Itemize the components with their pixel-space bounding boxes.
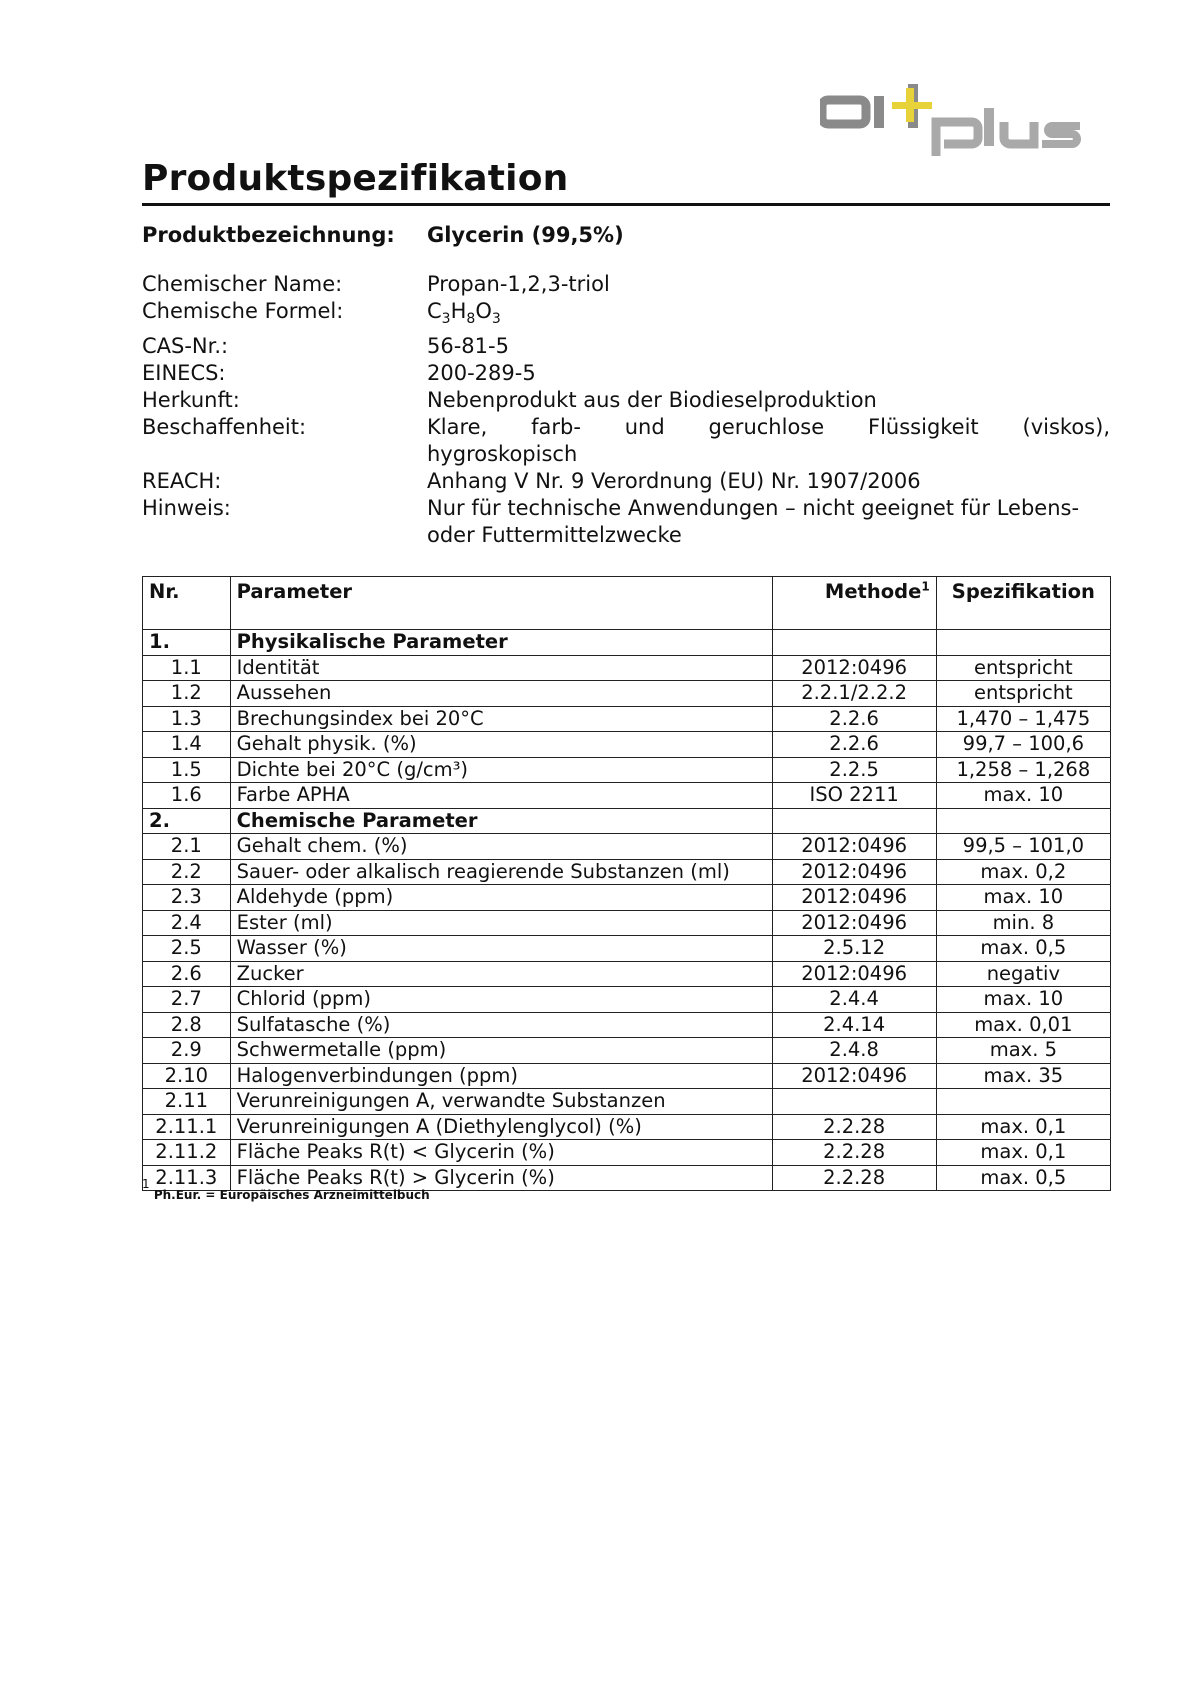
cell-nr: 2. xyxy=(143,808,231,834)
cell-methode xyxy=(772,630,936,656)
cell-methode: 2.2.28 xyxy=(772,1114,936,1140)
cell-nr: 2.11 xyxy=(143,1089,231,1115)
table-row xyxy=(143,706,1111,732)
cell-nr: 2.7 xyxy=(143,987,231,1013)
cell-nr: 1.2 xyxy=(143,681,231,707)
cell-methode: 2012:0496 xyxy=(772,961,936,987)
product-name-row xyxy=(142,222,1110,249)
cell-nr: 2.6 xyxy=(143,961,231,987)
page-title: Produktspezifikation xyxy=(142,158,569,199)
header-parameter: Parameter xyxy=(230,577,772,630)
cell-nr: 2.11.1 xyxy=(143,1114,231,1140)
table-row xyxy=(143,859,1111,885)
table-row xyxy=(143,1038,1111,1064)
cell-parameter: Gehalt physik. (%) xyxy=(230,732,772,758)
table-row xyxy=(143,1063,1111,1089)
cell-spezifikation: max. 35 xyxy=(936,1063,1110,1089)
cell-spezifikation: negativ xyxy=(936,961,1110,987)
cell-methode: ISO 2211 xyxy=(772,783,936,809)
cell-parameter: Sulfatasche (%) xyxy=(230,1012,772,1038)
cell-spezifikation: max. 0,5 xyxy=(936,1165,1110,1191)
table-row xyxy=(143,655,1111,681)
cell-spezifikation: max. 5 xyxy=(936,1038,1110,1064)
cell-nr: 2.8 xyxy=(143,1012,231,1038)
table-row xyxy=(143,1165,1111,1191)
detail-row xyxy=(142,495,1110,522)
table-row xyxy=(143,1114,1111,1140)
cell-spezifikation: max. 0,01 xyxy=(936,1012,1110,1038)
table-section-row xyxy=(143,630,1111,656)
table-row xyxy=(143,987,1111,1013)
cell-nr: 1.3 xyxy=(143,706,231,732)
detail-label: REACH: xyxy=(142,469,222,494)
cell-parameter: Wasser (%) xyxy=(230,936,772,962)
cell-methode: 2012:0496 xyxy=(772,834,936,860)
cell-spezifikation: max. 0,2 xyxy=(936,859,1110,885)
cell-spezifikation: entspricht xyxy=(936,681,1110,707)
table-section-row xyxy=(143,808,1111,834)
cell-parameter: Chlorid (ppm) xyxy=(230,987,772,1013)
cell-methode: 2012:0496 xyxy=(772,655,936,681)
cell-parameter: Halogenverbindungen (ppm) xyxy=(230,1063,772,1089)
cell-spezifikation: max. 0,1 xyxy=(936,1114,1110,1140)
cell-spezifikation: max. 0,5 xyxy=(936,936,1110,962)
cell-spezifikation: 1,258 – 1,268 xyxy=(936,757,1110,783)
detail-value: 56-81-5 xyxy=(427,334,509,359)
cell-spezifikation xyxy=(936,808,1110,834)
cell-parameter: Farbe APHA xyxy=(230,783,772,809)
cell-parameter: Chemische Parameter xyxy=(230,808,772,834)
detail-label: Chemischer Name: xyxy=(142,272,343,296)
cell-methode: 2.2.28 xyxy=(772,1165,936,1191)
cell-spezifikation: min. 8 xyxy=(936,910,1110,936)
cell-nr: 2.11.2 xyxy=(143,1140,231,1166)
cell-nr: 2.9 xyxy=(143,1038,231,1064)
table-row xyxy=(143,910,1111,936)
beschaffenheit-row-2 xyxy=(142,441,1110,468)
cell-nr: 2.10 xyxy=(143,1063,231,1089)
header-methode: Methode$^1$ xyxy=(772,577,936,630)
detail-label xyxy=(142,522,427,549)
footnote-text: Ph.Eur. = Europäisches Arzneimittelbuch xyxy=(153,1188,430,1202)
table-row xyxy=(143,936,1111,962)
cell-methode: 2012:0496 xyxy=(772,885,936,911)
cell-methode xyxy=(772,1089,936,1115)
cell-nr: 2.4 xyxy=(143,910,231,936)
table-row xyxy=(143,1140,1111,1166)
header-spezifikation: Spezifikation xyxy=(936,577,1110,630)
cell-parameter: Identität xyxy=(230,655,772,681)
cell-parameter: Zucker xyxy=(230,961,772,987)
detail-label: Herkunft: xyxy=(142,388,240,413)
spec-table xyxy=(142,576,1111,1191)
cell-nr: 1. xyxy=(143,630,231,656)
table-row xyxy=(143,961,1111,987)
formula-row xyxy=(142,298,1110,333)
header-nr: Nr. xyxy=(143,577,231,630)
cell-methode: 2.2.6 xyxy=(772,732,936,758)
cell-spezifikation: max. 10 xyxy=(936,783,1110,809)
cell-parameter: Brechungsindex bei 20°C xyxy=(230,706,772,732)
cell-methode: 2.2.1/2.2.2 xyxy=(772,681,936,707)
cell-nr: 2.2 xyxy=(143,859,231,885)
table-row xyxy=(143,757,1111,783)
cell-parameter: Schwermetalle (ppm) xyxy=(230,1038,772,1064)
cell-spezifikation: 99,7 – 100,6 xyxy=(936,732,1110,758)
table-row xyxy=(143,1089,1111,1115)
table-header-row xyxy=(143,577,1111,630)
detail-label: Hinweis: xyxy=(142,496,231,521)
product-info xyxy=(142,222,1110,549)
cell-spezifikation: entspricht xyxy=(936,655,1110,681)
cell-spezifikation: 1,470 – 1,475 xyxy=(936,706,1110,732)
cell-spezifikation: max. 10 xyxy=(936,885,1110,911)
beschaffenheit-row xyxy=(142,414,1110,441)
oil-plus-logo xyxy=(820,82,1082,156)
cell-methode: 2012:0496 xyxy=(772,910,936,936)
cell-nr: 2.1 xyxy=(143,834,231,860)
spec-table-body xyxy=(143,630,1111,1191)
detail-value: Propan-1,2,3-triol xyxy=(427,272,610,296)
cell-methode: 2012:0496 xyxy=(772,859,936,885)
cell-spezifikation: 99,5 – 101,0 xyxy=(936,834,1110,860)
cell-parameter: Fläche Peaks R(t) > Glycerin (%) xyxy=(230,1165,772,1191)
cell-nr: 1.5 xyxy=(143,757,231,783)
cell-methode: 2.4.4 xyxy=(772,987,936,1013)
detail-value: Anhang V Nr. 9 Verordnung (EU) Nr. 1907/2006 xyxy=(427,469,921,494)
table-row xyxy=(143,732,1111,758)
detail-label: CAS-Nr.: xyxy=(142,334,229,359)
formula-value: $C_3H_8O_3$ xyxy=(427,299,501,328)
cell-parameter: Gehalt chem. (%) xyxy=(230,834,772,860)
detail-value: Nur für technische Anwendungen – nicht geeignet für Lebens- xyxy=(427,496,1080,521)
cell-parameter: Verunreinigungen A, verwandte Substanzen xyxy=(230,1089,772,1115)
cell-parameter: Aussehen xyxy=(230,681,772,707)
product-label: Produktbezeichnung: xyxy=(142,223,395,247)
detail-value: Nebenprodukt aus der Biodieselproduktion xyxy=(427,388,877,413)
detail-row xyxy=(142,271,1110,298)
detail-value: 200-289-5 xyxy=(427,361,536,386)
table-row xyxy=(143,681,1111,707)
cell-spezifikation xyxy=(936,630,1110,656)
cell-nr: 2.5 xyxy=(143,936,231,962)
beschaffenheit-label: Beschaffenheit: xyxy=(142,415,307,440)
beschaffenheit-line2: hygroskopisch xyxy=(427,442,578,467)
cell-spezifikation: max. 10 xyxy=(936,987,1110,1013)
detail-value: oder Futtermittelzwecke xyxy=(427,523,682,548)
cell-methode: 2.2.5 xyxy=(772,757,936,783)
cell-methode: 2.4.8 xyxy=(772,1038,936,1064)
cell-methode: 2.4.14 xyxy=(772,1012,936,1038)
cell-parameter: Dichte bei 20°C (g/cm³) xyxy=(230,757,772,783)
cell-methode: 2.2.6 xyxy=(772,706,936,732)
detail-row xyxy=(142,387,1110,414)
cell-nr: 1.4 xyxy=(143,732,231,758)
cell-nr: 1.1 xyxy=(143,655,231,681)
table-row xyxy=(143,834,1111,860)
cell-parameter: Physikalische Parameter xyxy=(230,630,772,656)
table-row xyxy=(143,783,1111,809)
cell-nr: 2.11.3 xyxy=(143,1165,231,1191)
table-row xyxy=(143,1012,1111,1038)
cell-parameter: Aldehyde (ppm) xyxy=(230,885,772,911)
cell-methode xyxy=(772,808,936,834)
table-row xyxy=(143,885,1111,911)
cell-parameter: Ester (ml) xyxy=(230,910,772,936)
detail-row xyxy=(142,360,1110,387)
cell-spezifikation: max. 0,1 xyxy=(936,1140,1110,1166)
cell-methode: 2.2.28 xyxy=(772,1140,936,1166)
cell-nr: 1.6 xyxy=(143,783,231,809)
product-value: Glycerin (99,5%) xyxy=(427,223,624,247)
footnote-marker: 1 xyxy=(142,1177,150,1191)
detail-row xyxy=(142,333,1110,360)
detail-row xyxy=(142,522,1110,549)
cell-parameter: Verunreinigungen A (Diethylenglycol) (%) xyxy=(230,1114,772,1140)
title-divider xyxy=(142,203,1110,206)
detail-row xyxy=(142,468,1110,495)
cell-parameter: Fläche Peaks R(t) < Glycerin (%) xyxy=(230,1140,772,1166)
cell-methode: 2.5.12 xyxy=(772,936,936,962)
cell-methode: 2012:0496 xyxy=(772,1063,936,1089)
cell-parameter: Sauer- oder alkalisch reagierende Substanzen (ml) xyxy=(230,859,772,885)
beschaffenheit-line1: Klare, farb- und geruchlose Flüssigkeit (viskos), xyxy=(427,415,1110,440)
formula-label: Chemische Formel: xyxy=(142,299,344,323)
detail-label: EINECS: xyxy=(142,361,226,386)
cell-nr: 2.3 xyxy=(143,885,231,911)
cell-spezifikation xyxy=(936,1089,1110,1115)
